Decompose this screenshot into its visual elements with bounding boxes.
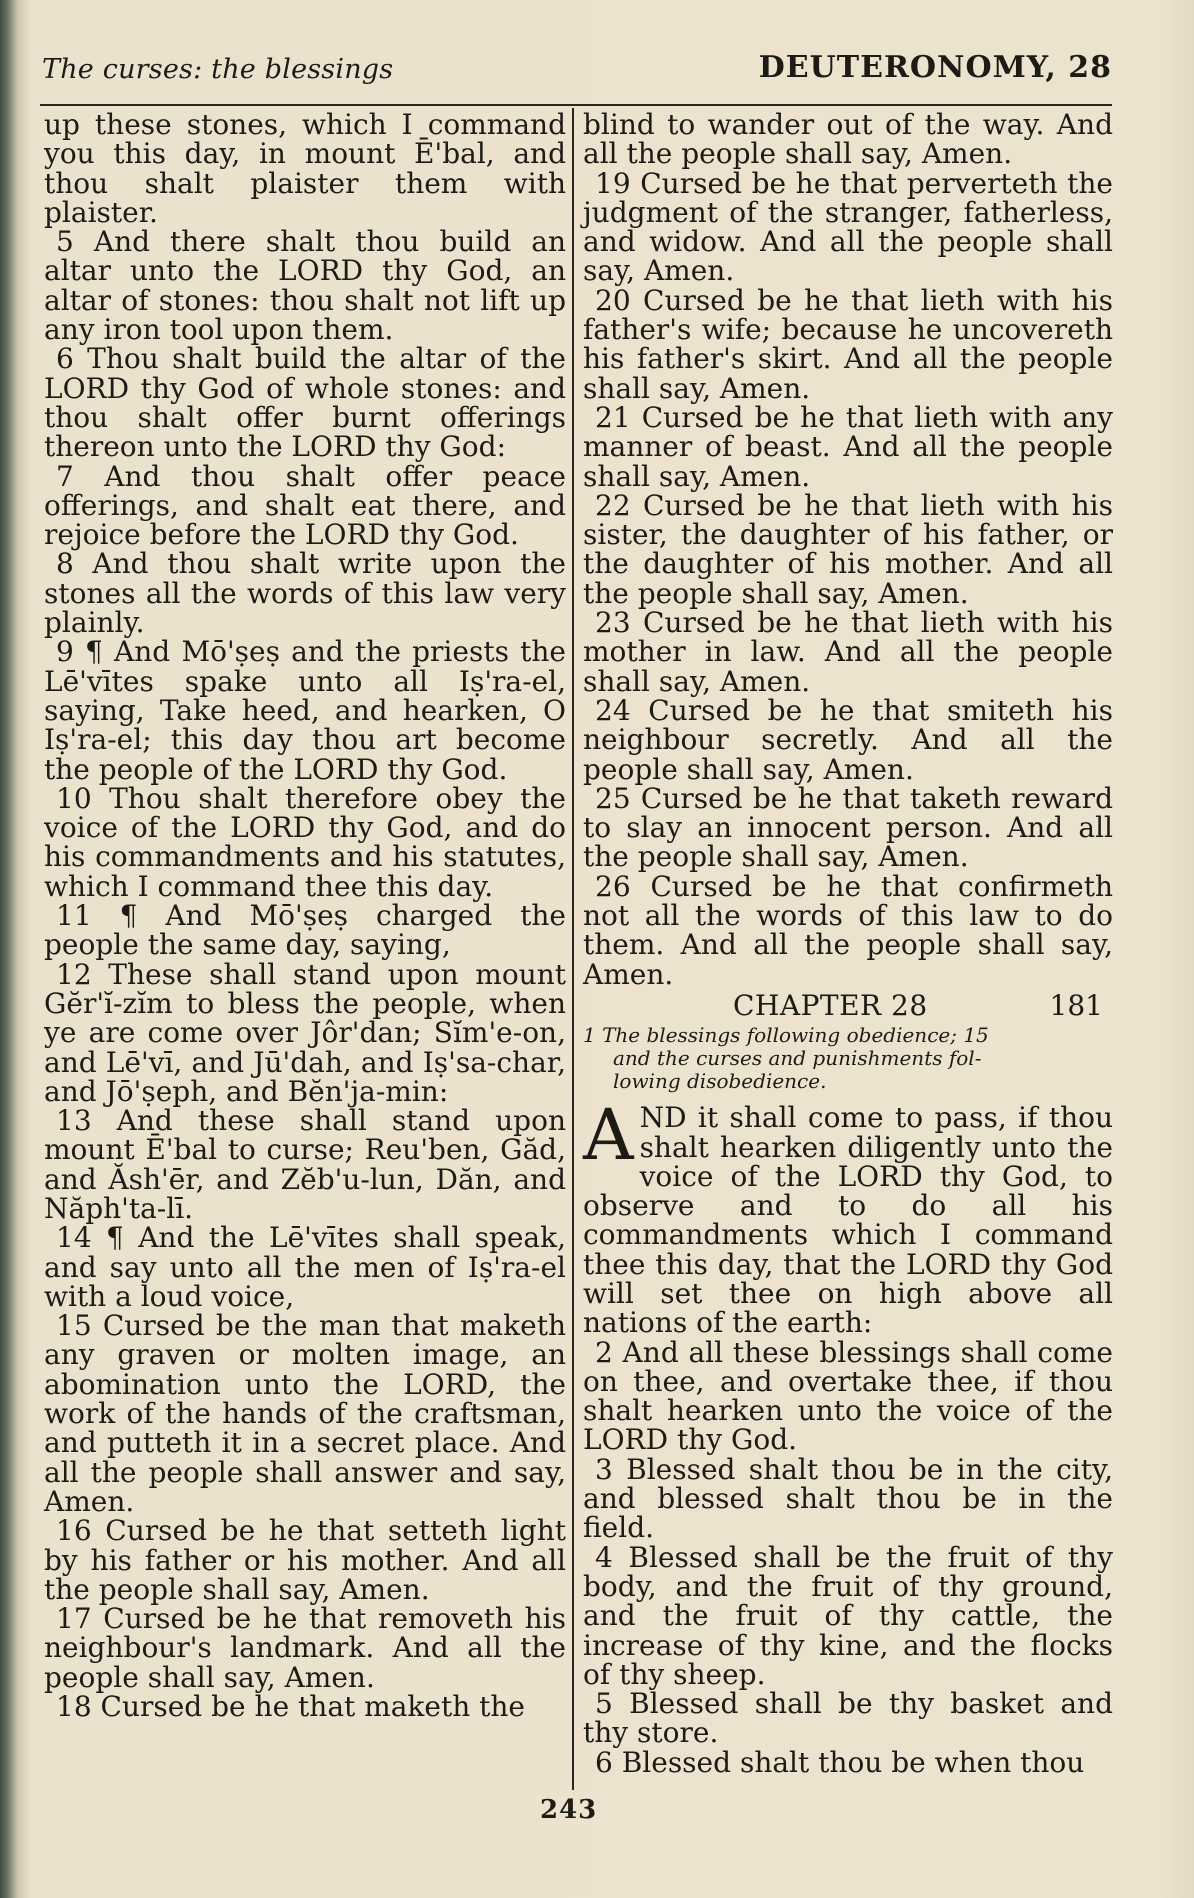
verse-paragraph: 20 Cursed be he that lieth with his father's wife; because he uncovereth his father's skirt. And all the people shall say, Amen. xyxy=(583,283,1113,405)
verse-paragraph: 14 ¶ And the Lē'vītes shall speak, and say unto all the men of Iṣ'ra-el with a loud voice, xyxy=(44,1221,566,1313)
chapter-title: CHAPTER 28 xyxy=(733,988,928,1022)
chapter-summary xyxy=(583,1024,1113,1093)
verse-paragraph: 24 Cursed be he that smiteth his neighbour secretly. And all the people shall say, Amen. xyxy=(583,693,1113,786)
summary-line: 1 The blessings following obedience; 15 xyxy=(583,1023,989,1048)
verse-paragraph: 5 And there shalt thou build an altar unto the LORD thy God, an altar of stones: thou shalt not lift up any iron tool upon them. xyxy=(44,225,566,347)
verse-paragraph: 16 Cursed be he that setteth light by his father or his mother. And all the people shall say, Amen. xyxy=(44,1514,566,1606)
verse-paragraph: 2 And all these blessings shall come on thee, and overtake thee, if thou shalt hearken unto the voice of the LORD thy God. xyxy=(583,1335,1113,1457)
verse-paragraph: 22 Cursed be he that lieth with his sister, the daughter of his father, or the daughter of his mother. And all the people shall say, Amen. xyxy=(583,488,1113,610)
verse-paragraph: 6 Blessed shalt thou be when thou xyxy=(595,1745,1085,1779)
verse-paragraph: 26 Cursed be he that confirmeth not all the words of this law to do them. And all the people shall say, Amen. xyxy=(583,869,1113,991)
verse-paragraph: 9 ¶ And Mō'ṣeṣ and the priests the Lē'vītes spake unto all Iṣ'ra-el, saying, Take heed, and hearken, O Iṣ'ra-el; this day thou art become the people of the LORD thy God. xyxy=(44,635,566,786)
verse-paragraph: 11 ¶ And Mō'ṣeṣ charged the people the same day, saying, xyxy=(44,899,566,962)
verse-paragraph: up these stones, which I command you this day, in mount Ē'bal, and thou shalt plaister them with plaister. xyxy=(44,108,566,229)
verse-paragraph: blind to wander out of the way. And all the people shall say, Amen. xyxy=(583,108,1113,171)
verse-paragraph: 10 Thou shalt therefore obey the voice of the LORD thy God, and do his commandments and his statutes, which I command thee this day. xyxy=(44,781,566,903)
verse-paragraph xyxy=(583,1094,1113,1340)
chapter-heading xyxy=(733,988,1103,1022)
column-rule xyxy=(572,108,574,1790)
verse-paragraph: 4 Blessed shall be the fruit of thy body, and the fruit of thy ground, and the fruit of thy cattle, the increase of thy kine, and the flocks of thy sheep. xyxy=(583,1540,1113,1691)
page-number: 243 xyxy=(540,1795,598,1825)
verse-paragraph: 21 Cursed be he that lieth with any manner of beast. And all the people shall say, Amen. xyxy=(583,400,1113,493)
verse-paragraph: 7 And thou shalt offer peace offerings, and shalt eat there, and rejoice before the LORD thy God. xyxy=(44,459,566,552)
verse-paragraph: 12 These shall stand upon mount Gĕr'ĭ-zĭm to bless the people, when ye are come over Jôr'dan; Sĭm'e-on, and Lē'vī, and Jū'dah, and Iṣ'sa-char, and Jō'ṣeph, and Bĕn'ja-min: xyxy=(44,957,566,1108)
verse-paragraph: 19 Cursed be he that perverteth the judgment of the stranger, fatherless, and widow. And all the people shall say, Amen. xyxy=(583,166,1113,288)
running-head-left: The curses: the blessings xyxy=(42,54,394,85)
summary-line: and the curses and punishments fol- xyxy=(613,1046,982,1071)
verse-paragraph: 25 Cursed be he that taketh reward to slay an innocent person. And all the people shall say, Amen. xyxy=(583,781,1113,874)
verse-paragraph: 5 Blessed shall be thy basket and thy store. xyxy=(583,1687,1113,1750)
verse-paragraph: 15 Cursed be the man that maketh any graven or molten image, an abomination unto the LORD, the work of the hands of the craftsman, and putteth it in a secret place. And all the people shall answer and say, Amen. xyxy=(44,1309,566,1518)
verse-paragraph: 6 Thou shalt build the altar of the LORD thy God of whole stones: and thou shalt offer burnt offerings thereon unto the LORD thy God: xyxy=(44,342,566,464)
summary-line: lowing disobedience. xyxy=(613,1069,827,1094)
drop-cap: A xyxy=(583,1094,634,1177)
verse-paragraph: 13 And these shall stand upon mount Ē'bal to curse; Reu'ben, Găd, and Ăsh'ēr, and Zĕb'u-lun, Dăn, and Năph'ta-lī. xyxy=(44,1104,566,1225)
left-column xyxy=(44,108,566,1724)
verse-paragraph: 17 Cursed be he that removeth his neighbour's landmark. And all the people shall say, Amen. xyxy=(44,1602,566,1694)
verse-text: ND it shall come to pass, if thou shalt hearken diligently unto the voice of the LORD thy God, to observe and to do all his commandments which I command thee this day, that the LORD thy God will set thee on high above all nations of the earth: xyxy=(583,1101,1113,1340)
verse-paragraph: 18 Cursed be he that maketh the xyxy=(56,1690,525,1724)
right-column xyxy=(583,110,1113,1777)
header-rule xyxy=(40,104,1112,106)
running-head-right: DEUTERONOMY, 28 xyxy=(758,50,1112,85)
verse-paragraph: 8 And thou shalt write upon the stones all the words of this law very plainly. xyxy=(44,547,566,640)
verse-paragraph: 23 Cursed be he that lieth with his mother in law. And all the people shall say, Amen. xyxy=(583,606,1113,698)
verse-paragraph: 3 Blessed shalt thou be in the city, and blessed shalt thou be in the field. xyxy=(583,1452,1113,1545)
chapter-page-number: 181 xyxy=(1049,988,1103,1022)
